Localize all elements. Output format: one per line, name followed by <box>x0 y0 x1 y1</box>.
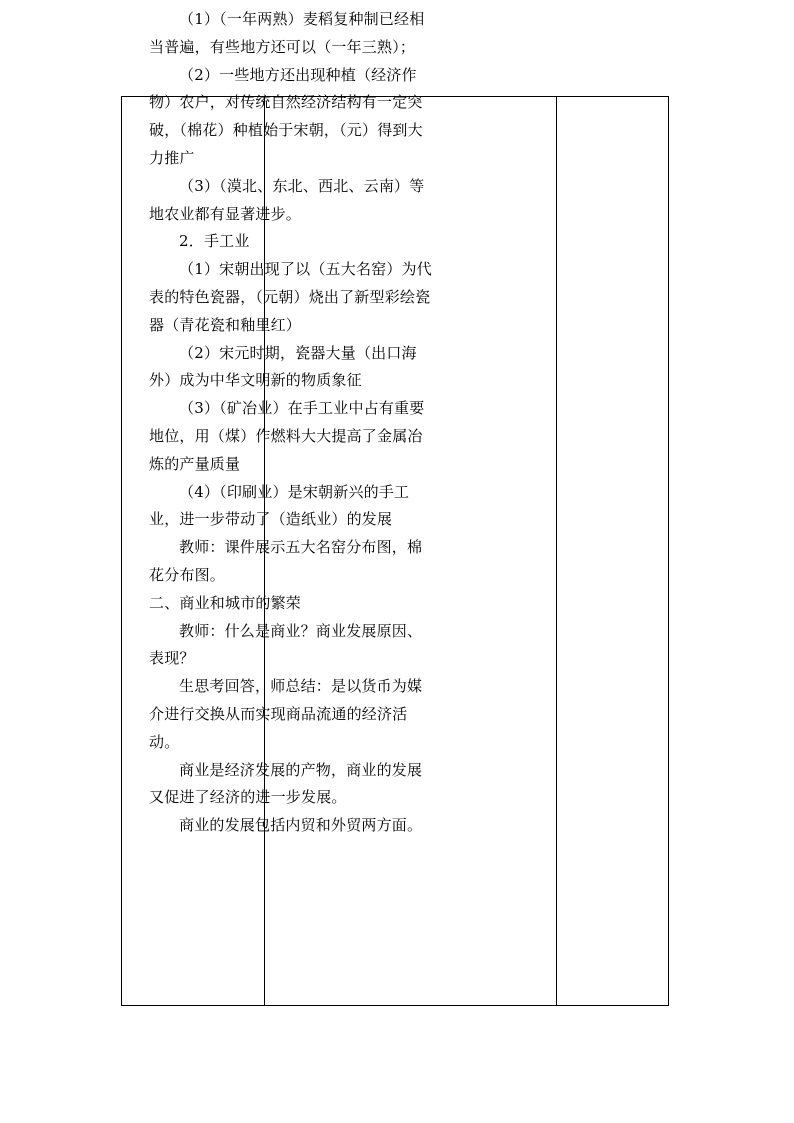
table-column-right <box>557 97 668 1005</box>
paragraph-handicraft-4: （4）（印刷业）是宋朝新兴的手工业，进一步带动了（造纸业）的发展 <box>149 482 410 529</box>
paragraph-handicraft-2: （2）宋元时期，瓷器大量（出口海外）成为中华文明新的物质象征 <box>149 343 417 390</box>
paragraph-agriculture-1: （1）（一年两熟）麦稻复种制已经相当普遍，有些地方还可以（一年三熟）； <box>149 10 425 56</box>
paragraph-student-answer: 生思考回答，师总结：是以货币为媒介进行交换从而实现商品流通的经济活动。 <box>149 677 423 751</box>
section-heading-commerce: 二、商业和城市的繁荣 <box>149 593 302 612</box>
paragraph-agriculture-2: （2）一些地方还出现种植（经济作物）农户，对传统自然经济结构有一定突破，（棉花）种植始于宋朝，（元）得到大力推广 <box>149 65 423 167</box>
lesson-content <box>149 6 432 840</box>
paragraph-handicraft-1: （1）宋朝出现了以（五大名窑）为代表的特色瓷器，（元朝）烧出了新型彩绘瓷器（青花瓷和釉里红） <box>149 260 432 334</box>
paragraph-commerce-scope: 商业的发展包括内贸和外贸两方面。 <box>179 816 423 835</box>
paragraph-teacher-note: 教师：课件展示五大名窑分布图，棉花分布图。 <box>149 538 423 584</box>
section-heading-handicraft: 2．手工业 <box>179 232 250 251</box>
paragraph-teacher-question: 教师：什么是商业？商业发展原因、表现？ <box>149 621 423 668</box>
paragraph-handicraft-3: （3）（矿冶业）在手工业中占有重要地位，用（煤）作燃料大大提高了金属冶炼的产量质量 <box>149 399 425 473</box>
paragraph-agriculture-3: （3）（漠北、东北、西北、云南）等地农业都有显著进步。 <box>149 176 425 223</box>
paragraph-commerce-role: 商业是经济发展的产物，商业的发展又促进了经济的进一步发展。 <box>149 760 423 807</box>
